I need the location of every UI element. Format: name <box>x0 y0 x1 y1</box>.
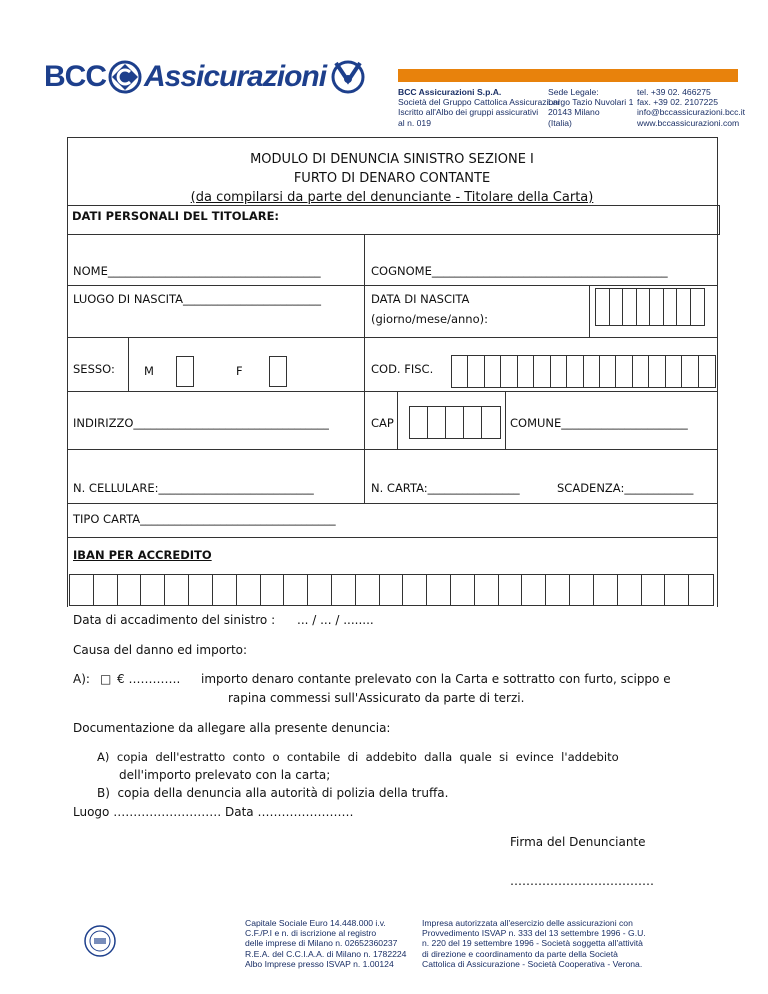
cap-label: CAP <box>371 416 394 430</box>
row-separator <box>67 503 717 504</box>
sesso-f-label: F <box>236 364 243 378</box>
footer-line: di direzione e coordinamento da parte della Società <box>422 948 618 959</box>
row-separator <box>67 391 717 392</box>
footer-line: n. 220 del 19 settembre 1996 - Società soggetta all'attività <box>422 938 643 949</box>
office-line: 20143 Milano <box>548 107 600 118</box>
company-info <box>398 87 560 128</box>
cod-fisc-digit-cell <box>485 356 501 387</box>
sesso-m-label: M <box>144 364 154 378</box>
iban-digit-cell <box>70 575 94 605</box>
iban-digit-cell <box>237 575 261 605</box>
logo-emblem-icon <box>107 59 143 95</box>
frame-top <box>67 137 717 138</box>
company-name: BCC Assicurazioni S.p.A. <box>398 87 502 97</box>
date-digit-cell <box>596 289 610 325</box>
iban-digit-cell <box>189 575 213 605</box>
option-a-label: A): <box>73 672 90 686</box>
iban-digit-cell <box>499 575 523 605</box>
data-nascita-input[interactable] <box>595 288 705 326</box>
luogo-nascita-field[interactable]: LUOGO DI NASCITA________________________ <box>73 292 322 306</box>
certification-seal-icon <box>83 924 117 958</box>
row-separator <box>67 337 717 338</box>
form-title <box>67 150 717 207</box>
cod-fisc-digit-cell <box>501 356 517 387</box>
cod-fisc-digit-cell <box>452 356 468 387</box>
iban-digit-cell <box>427 575 451 605</box>
title-line: MODULO DI DENUNCIA SINISTRO SEZIONE I <box>250 152 534 167</box>
causa-label: Causa del danno ed importo: <box>73 643 248 657</box>
data-accadimento-field[interactable]: ... / ... / ........ <box>297 613 374 627</box>
date-digit-cell <box>664 289 678 325</box>
doc-item-a: A) copia dell'estratto conto o contabile di addebito dalla quale si evince l'addebito <box>97 750 619 764</box>
footer-line: Provvedimento ISVAP n. 333 del 13 settembre 1996 - G.U. <box>422 928 646 939</box>
iban-digit-cell <box>380 575 404 605</box>
row-separator <box>67 449 717 450</box>
title-line: (da compilarsi da parte del denunciante - Titolare della Carta) <box>190 190 594 205</box>
cod-fisc-digit-cell <box>584 356 600 387</box>
column-divider <box>128 337 129 391</box>
option-a-amount[interactable]: € …………. <box>117 672 181 686</box>
section-personal-label: DATI PERSONALI DEL TITOLARE: <box>72 209 280 223</box>
iban-digit-cell <box>332 575 356 605</box>
contact-line: info@bccassicurazioni.bcc.it <box>637 107 746 118</box>
cognome-field[interactable]: COGNOME_________________________________________ <box>371 264 668 278</box>
cod-fisc-digit-cell <box>649 356 665 387</box>
iban-digit-cell <box>642 575 666 605</box>
sesso-label: SESSO: <box>73 362 115 376</box>
iban-digit-cell <box>451 575 475 605</box>
cod-fisc-label: COD. FISC. <box>371 362 434 376</box>
row-separator <box>67 537 717 538</box>
iban-digit-cell <box>356 575 380 605</box>
doc-item-a-cont: dell'importo prelevato con la carta; <box>119 768 331 782</box>
logo-mark-icon <box>328 57 368 97</box>
iban-digit-cell <box>665 575 689 605</box>
header-accent-bar <box>398 69 738 82</box>
company-line: al n. 019 <box>398 117 431 128</box>
company-line: Società del Gruppo Cattolica Assicurazioni <box>398 97 560 108</box>
cap-digit-cell <box>446 407 464 438</box>
cod-fisc-input[interactable] <box>451 355 716 388</box>
cod-fisc-digit-cell <box>616 356 632 387</box>
column-divider <box>397 391 398 449</box>
cod-fisc-digit-cell <box>468 356 484 387</box>
footer-line: C.F./P.I e n. di iscrizione al registro <box>245 928 377 939</box>
title-line: FURTO DI DENARO CONTANTE <box>293 171 491 186</box>
cod-fisc-digit-cell <box>682 356 698 387</box>
comune-field[interactable]: COMUNE______________________ <box>510 416 688 430</box>
company-logo <box>44 52 368 102</box>
iban-digit-cell <box>475 575 499 605</box>
cap-digit-cell <box>482 407 500 438</box>
column-divider <box>505 391 506 449</box>
iban-digit-cell <box>94 575 118 605</box>
contact-line: tel. +39 02. 466275 <box>637 87 711 97</box>
date-digit-cell <box>610 289 624 325</box>
scadenza-field[interactable]: SCADENZA:____________ <box>557 481 694 495</box>
option-a-text: rapina commessi sull'Assicurato da parte di terzi. <box>228 691 525 705</box>
iban-input[interactable] <box>69 574 714 606</box>
office-line: Sede Legale: <box>548 87 599 97</box>
iban-digit-cell <box>284 575 308 605</box>
cap-input[interactable] <box>409 406 501 439</box>
iban-digit-cell <box>141 575 165 605</box>
date-digit-cell <box>623 289 637 325</box>
indirizzo-field[interactable]: INDIRIZZO__________________________________ <box>73 416 329 430</box>
cap-digit-cell <box>410 407 428 438</box>
contact-line: fax. +39 02. 2107225 <box>637 97 718 108</box>
iban-digit-cell <box>522 575 546 605</box>
cod-fisc-digit-cell <box>633 356 649 387</box>
footer-line: R.E.A. del C.C.I.A.A. di Milano n. 1782224 <box>245 948 407 959</box>
cellulare-field[interactable]: N. CELLULARE:___________________________ <box>73 481 314 495</box>
cod-fisc-digit-cell <box>699 356 715 387</box>
cap-digit-cell <box>464 407 482 438</box>
nome-field[interactable]: NOME_____________________________________ <box>73 264 321 278</box>
office-line: (Italia) <box>548 117 572 128</box>
iban-digit-cell <box>618 575 642 605</box>
option-a-text: importo denaro contante prelevato con la Carta e sottratto con furto, scippo e <box>201 672 671 686</box>
column-divider <box>589 285 590 337</box>
date-digit-cell <box>677 289 691 325</box>
signature-field[interactable]: ……………………………… <box>510 874 654 888</box>
iban-label: IBAN PER ACCREDITO <box>73 548 212 562</box>
luogo-data-field[interactable]: Luogo ……………………… Data …………………… <box>73 805 354 819</box>
logo-assicurazioni-text: Assicurazioni <box>144 60 327 93</box>
row-separator <box>67 285 717 286</box>
footer-legal-left <box>245 918 406 969</box>
signature-label: Firma del Denunciante <box>510 835 646 849</box>
documentation-title: Documentazione da allegare alla presente denuncia: <box>73 721 391 735</box>
footer-line: delle imprese di Milano n. 02652360237 <box>245 938 398 949</box>
cod-fisc-digit-cell <box>551 356 567 387</box>
column-divider <box>364 235 365 503</box>
cap-digit-cell <box>428 407 446 438</box>
doc-item-b: B) copia della denuncia alla autorità di polizia della truffa. <box>97 786 449 800</box>
tipo-carta-field[interactable]: TIPO CARTA__________________________________ <box>73 512 336 526</box>
footer-line: Capitale Sociale Euro 14.448.000 i.v. <box>245 918 386 928</box>
cod-fisc-digit-cell <box>518 356 534 387</box>
iban-digit-cell <box>403 575 427 605</box>
carta-field[interactable]: N. CARTA:________________ <box>371 481 520 495</box>
footer-line: Cattolica di Assicurazione - Società Cooperativa - Verona. <box>422 958 643 969</box>
cod-fisc-digit-cell <box>567 356 583 387</box>
iban-digit-cell <box>594 575 618 605</box>
footer-legal-right <box>422 918 646 969</box>
iban-digit-cell <box>546 575 570 605</box>
option-a-checkbox[interactable]: □ <box>100 672 112 686</box>
registered-office <box>548 87 633 128</box>
footer-line: Impresa autorizzata all'esercizio delle assicurazioni con <box>422 918 633 928</box>
footer-line: Albo Imprese presso ISVAP n. 1.00124 <box>245 958 394 969</box>
company-line: Iscritto all'Albo dei gruppi assicurativi <box>398 107 539 118</box>
contact-info <box>637 87 745 128</box>
date-digit-cell <box>650 289 664 325</box>
cod-fisc-digit-cell <box>666 356 682 387</box>
iban-digit-cell <box>689 575 713 605</box>
sesso-f-checkbox[interactable] <box>269 356 287 387</box>
cod-fisc-digit-cell <box>534 356 550 387</box>
office-line: Largo Tazio Nuvolari 1 <box>548 97 634 108</box>
contact-line: www.bccassicurazioni.com <box>637 117 740 128</box>
date-digit-cell <box>691 289 705 325</box>
iban-digit-cell <box>308 575 332 605</box>
data-accadimento-label: Data di accadimento del sinistro : <box>73 613 276 627</box>
logo-bcc-text: BCC <box>44 60 106 93</box>
iban-digit-cell <box>118 575 142 605</box>
date-digit-cell <box>637 289 651 325</box>
cod-fisc-digit-cell <box>600 356 616 387</box>
sesso-m-checkbox[interactable] <box>176 356 194 387</box>
iban-digit-cell <box>570 575 594 605</box>
data-nascita-label: DATA DI NASCITA <box>371 292 470 306</box>
iban-digit-cell <box>213 575 237 605</box>
iban-digit-cell <box>165 575 189 605</box>
iban-digit-cell <box>261 575 285 605</box>
data-nascita-hint: (giorno/mese/anno): <box>371 312 488 326</box>
